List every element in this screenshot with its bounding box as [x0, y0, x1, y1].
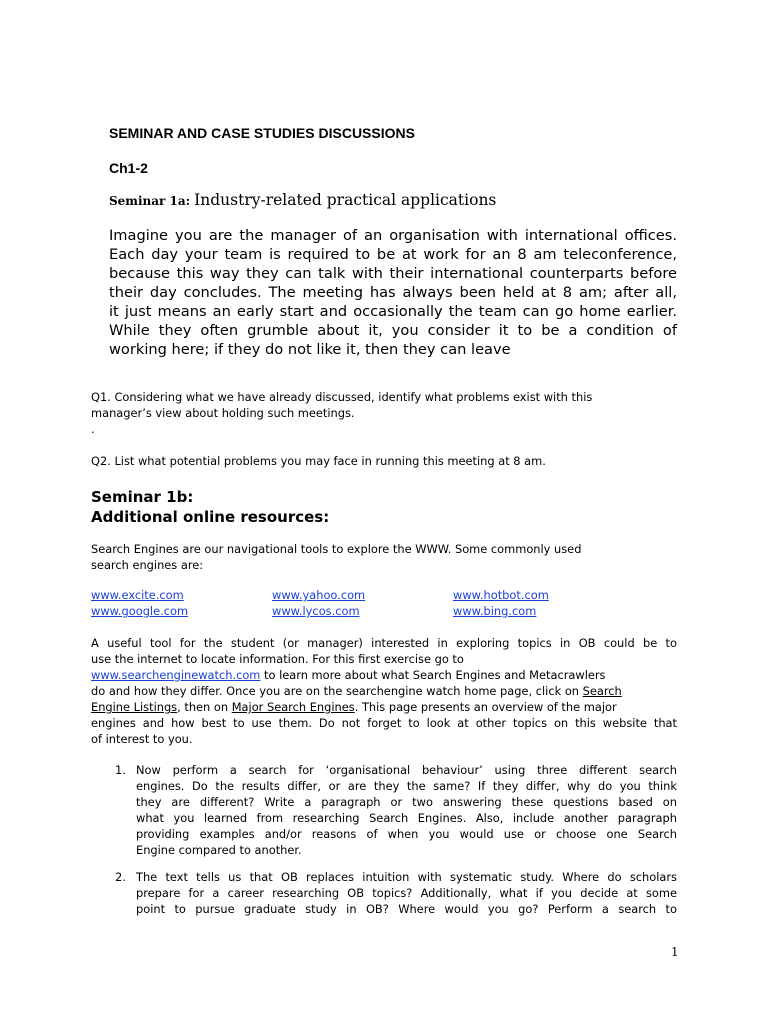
- paragraph-line: [91, 684, 622, 698]
- question-1-line: Q1. Considering what we have already discussed, identify what problems exist with this: [91, 390, 593, 404]
- paragraph-line: [91, 700, 617, 714]
- list-item-line: point to pursue graduate study in OB? Where would you go? Perform a search to: [136, 902, 677, 916]
- link-hotbot[interactable]: www.hotbot.com: [453, 588, 549, 602]
- intro-line: search engines are:: [91, 558, 204, 572]
- seminar-1b-heading: Seminar 1b:: [91, 488, 194, 506]
- scenario-line: Imagine you are the manager of an organisation with international offices.: [109, 227, 677, 244]
- list-item-line: what you learned from researching Search Engines. Also, include another paragraph: [136, 811, 677, 825]
- question-1-line: .: [91, 422, 95, 436]
- list-item-line: The text tells us that OB replaces intuition with systematic study. Where do scholars: [136, 870, 677, 884]
- question-2: Q2. List what potential problems you may face in running this meeting at 8 am.: [91, 454, 546, 468]
- link-lycos[interactable]: www.lycos.com: [272, 604, 360, 618]
- scenario-line: because this way they can talk with their international counterparts before: [109, 265, 677, 282]
- link-search-engine-listings-part1[interactable]: Search: [582, 684, 622, 698]
- page-number: 1: [671, 945, 679, 959]
- intro-line: Search Engines are our navigational tools to explore the WWW. Some commonly used: [91, 542, 582, 556]
- list-item-line: Engine compared to another.: [136, 843, 302, 857]
- link-bing[interactable]: www.bing.com: [453, 604, 537, 618]
- chapter-label: Ch1-2: [109, 160, 148, 176]
- paragraph-text: . This page presents an overview of the major: [354, 700, 617, 714]
- list-item-line: Now perform a search for ‘organisational behaviour’ using three different search: [136, 763, 677, 777]
- link-excite[interactable]: www.excite.com: [91, 588, 184, 602]
- paragraph-line: of interest to you.: [91, 732, 193, 746]
- scenario-line: While they often grumble about it, you consider it to be a condition of: [109, 322, 677, 339]
- scenario-line: their day concludes. The meeting has always been held at 8 am; after all,: [109, 284, 677, 301]
- paragraph-line: engines and how best to use them. Do not forget to look at other topics on this website that: [91, 716, 677, 730]
- list-number: 2.: [115, 870, 126, 884]
- list-item-line: engines. Do the results differ, or are they the same? If they differ, why do you think: [136, 779, 677, 793]
- paragraph-text: do and how they differ. Once you are on the searchengine watch home page, click on: [91, 684, 583, 698]
- seminar-1a-label: Seminar 1a:: [109, 194, 191, 208]
- link-searchenginewatch[interactable]: www.searchenginewatch.com: [91, 668, 261, 682]
- question-1-line: manager’s view about holding such meetings.: [91, 406, 355, 420]
- seminar-1a-title: Industry-related practical applications: [194, 191, 497, 209]
- list-number: 1.: [115, 763, 126, 777]
- list-item-line: they are different? Write a paragraph or two answering these questions based on: [136, 795, 677, 809]
- link-yahoo[interactable]: www.yahoo.com: [272, 588, 366, 602]
- scenario-line: it just means an early start and occasionally the team can go home earlier.: [109, 303, 677, 320]
- paragraph-text: , then on: [177, 700, 232, 714]
- document-title: SEMINAR AND CASE STUDIES DISCUSSIONS: [109, 125, 415, 141]
- paragraph-text: to learn more about what Search Engines and Metacrawlers: [260, 668, 606, 682]
- list-item-line: prepare for a career researching OB topics? Additionally, what if you decide at some: [136, 886, 677, 900]
- scenario-line: working here; if they do not like it, then they can leave: [109, 341, 511, 358]
- seminar-1b-subheading: Additional online resources:: [91, 508, 330, 526]
- list-item-line: providing examples and/or reasons of when you would use or choose one Search: [136, 827, 677, 841]
- paragraph-line: use the internet to locate information. For this first exercise go to: [91, 652, 464, 666]
- link-google[interactable]: www.google.com: [91, 604, 189, 618]
- seminar-1a-heading: [109, 191, 496, 210]
- link-search-engine-listings[interactable]: Engine Listings: [91, 700, 178, 714]
- paragraph-line: A useful tool for the student (or manager) interested in exploring topics in OB could be to: [91, 636, 677, 650]
- link-major-search-engines[interactable]: Major Search Engines: [231, 700, 355, 714]
- scenario-line: Each day your team is required to be at work for an 8 am teleconference,: [109, 246, 677, 263]
- paragraph-line: [91, 668, 605, 682]
